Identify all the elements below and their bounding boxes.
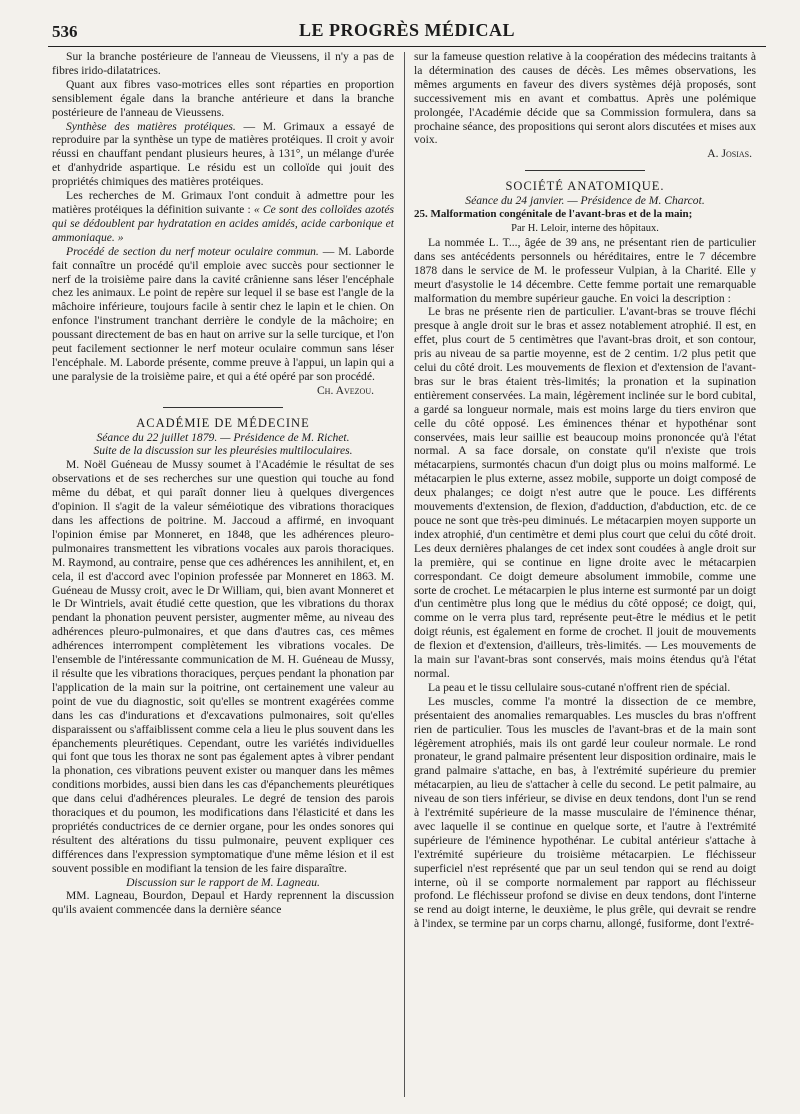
page-header xyxy=(48,16,766,47)
paragraph-lead: Synthèse des matières protéiques. xyxy=(66,119,236,133)
paragraph: Le bras ne présente rien de particulier. L'avant-bras se trouve fléchi presque à angle droit sur le bras et assez notablement atrophié. Il est, en effet, plus court de 5 centimètres que l'avant-bras droit, et son contour, pris au niveau de sa partie moyenne, est de 2 centim. 1/2 plus petit que celui du côté droit. Les mouvements de flexion et d'extension de l'avant-bras sur le bras étaient très-limités; la pronation et la supination entièrement conservées. La main, légèrement inclinée sur le bord cubital, a gardé sa longueur normale, mais est moins large du tiers environ que celle du côté opposé. Les éminences thénar et hypothénar sont conservées, mais leur saillie est beaucoup moins prononcée qu'à l'état normal. A sa face dorsale, on constate qu'il n'existe que trois métacarpiens, surmontés chacun d'un doigt plus ou moins malformé. Le métacarpien le plus externe, assez mobile, supporte un doigt composé de deux phalanges; ce doigt n'est autre que le pouce. Les différents mouvements d'extension, de flexion, d'adduction, d'abduction, etc. de ce pouce ne sont que très-peu diminués. Le métacarpien moyen supporte un index atrophié, d'un centimètre et demi plus court que celui du côté droit. Les deux dernières phalanges de cet index sont coudées à angle droit sur la première, qui se continue en ligne droite avec le métacarpien correspondant. Ce doigt demeure absolument immobile, comme une sorte de crochet. Le métacarpien le plus interne est surmonté par un doigt d'un centimètre plus long que le médius du côté opposé; ce doigt, qui, comme on le verra plus tard, représente peut-être le médius et le petit doigt réunis, est également en forme de crochet. Il jouit de mouvements de flexion et d'extension, d'ailleurs, très-limités. — Les mouvements de la main sur l'avant-bras sont conservés, mais moins étendus qu'à l'état normal. xyxy=(414,305,756,680)
paragraph: Sur la branche postérieure de l'anneau de Vieussens, il n'y a pas de fibres irido-dilatatrices. xyxy=(52,50,394,77)
column-rule xyxy=(404,52,405,1097)
paragraph xyxy=(52,120,394,190)
paragraph: M. Noël Guéneau de Mussy soumet à l'Académie le résultat de ses observations et de ses recherches sur une question qui touche au fond même du débat, et qui paraît donner lieu à quelques divergences d'opinion. Il s'agit de la valeur séméiotique des vibrations thoraciques dans les affections de poitrine. M. Jaccoud a affirmé, en invoquant l'opinion émise par Monneret, en 1848, que les adhérences pleuro-pulmonaires transmettent les vibrations vocales aux parois thoraciques. M. Raymond, au contraire, pense que ces adhérences les annihilent, et, en cela, il est d'accord avec l'opinion professée par Monneret en 1863. M. Guéneau de Mussy croit, avec le Dr William, qui, bien avant Monneret et le Dr Wintriels, avait étudié cette question, que les vibrations du thorax pendant la phonation peuvent persister, augmenter même, au niveau des adhérences pleuro-pulmonaires, et que dans d'autres cas, ces mêmes adhérences interrompent complètement les vibrations vocales. De l'ensemble de l'intéressante communication de M. H. Guéneau de Mussy, il résulte que les vibrations thoraciques, perçues pendant la phonation par l'application de la main sur la poitrine, ont certainement une valeur au point de vue du diagnostic, soit qu'elles se montrent exagérées comme dans les cas d'indurations et d'excavations pulmonaires, soit qu'elles disparaissent ou s'affaiblissent comme cela a lieu le plus souvent dans les épanchements pleurétiques. Cependant, outre les variétés individuelles qui font que tous les thorax ne sont pas également aptes à vibrer pendant la phonation, ces vibrations peuvent exister ou manquer dans les mêmes conditions morbides, aussi bien dans les cas d'épanchements pleurétiques que dans celui d'adhérences pleurales. Le degré de tension des parois thoraciques et du poumon, les modifications dans l'élasticité et dans les propriétés conductrices de ce dernier organe, pour les ondes sonores qui résultent des altérations du tissu pulmonaire, peuvent expliquer ces différences dans l'expression symptomatique d'une même lésion et il est souvent possible en modifiant la tension de les faire disparaître. xyxy=(52,458,394,875)
paragraph-body: — M. Laborde fait connaître un procédé qu'il emploie avec succès pour sectionner le nerf de la troisième paire dans la cavité crânienne sans léser l'encéphale chez les animaux. Le point de repère sur lequel il se base est l'angle de la mâchoire inférieure, toujours facile à sentir chez le lapin et le chien. On enfonce l'instrument tranchant derrière le condyle de la mâchoire; en poussant directement de bas en haut on arrive sur la selle turcique, et l'on peut facilement sectionner le nerf moteur oculaire commun sans léser l'encéphale. M. Laborde présente, comme preuve à l'appui, un lapin qui a une paralysie de la troisième paire, et qui a été opéré par son procédé. xyxy=(52,244,394,383)
paragraph-body: — M. Grimaux a essayé de reproduire par la synthèse un type de matières protéiques. Il croit y avoir réussi en chauffant pendant plusieurs heures, à 131°, un mélange d'urée et d'anhydride aspartique. Le résidu est un colloïde qui jouit des propriétés chimiques des matières protéiques. xyxy=(52,119,394,189)
paragraph-quote: « Ce sont des colloïdes azotés qui se dédoublent par hydratation en acides amidés, acide carbonique et ammoniaque. » xyxy=(52,202,394,244)
journal-title: LE PROGRÈS MÉDICAL xyxy=(298,20,516,40)
paragraph xyxy=(52,245,394,384)
byline: Par H. Leloir, interne des hôpitaux. xyxy=(511,222,659,234)
paragraph: La nommée L. T..., âgée de 39 ans, ne présentant rien de particulier dans ses antécédents personnels ou héréditaires, entre le 7 décembre 1878 dans le service de M. le professeur Vulpian, à la Charité. Elle y meurt d'asystolie le 14 décembre. Cette femme portait une remarquable malformation du membre supérieur gauche. En voici la description : xyxy=(414,235,756,305)
right-column xyxy=(414,50,756,1100)
signature: Ch. Avezou. xyxy=(316,383,374,397)
paragraph: Quant aux fibres vaso-motrices elles sont réparties en proportion sensiblement égale dans la branche antérieure et dans la branche postérieure de l'anneau de Vieussens. xyxy=(52,77,394,119)
section-separator xyxy=(163,407,283,408)
section-title: SOCIÉTÉ ANATOMIQUE. xyxy=(505,179,665,194)
session-line: Séance du 24 janvier. — Présidence de M. Charcot. xyxy=(465,194,705,208)
subheading: Discussion sur le rapport de M. Lagneau. xyxy=(126,875,320,889)
paragraph-body: Les recherches de M. Grimaux l'ont conduit à admettre pour les matières protéiques la définition suivante : xyxy=(52,189,394,216)
signature: A. Josias. xyxy=(707,147,752,161)
paragraph: sur la fameuse question relative à la coopération des médecins traitants à la détermination des causes de décès. Les mêmes observations, les mêmes arguments en faveur des divers systèmes déjà proposés, sont successivement mis en avant et combattus. Après une polémique prolongée, l'Académie décide que sa Commission formulera, dans sa prochaine séance, des propositions qui seront alors discutées et mises aux voix. xyxy=(414,50,756,147)
paragraph xyxy=(52,189,394,245)
page-number: 536 xyxy=(52,22,78,41)
subheading: Suite de la discussion sur les pleurésies multiloculaires. xyxy=(93,444,353,458)
paragraph: La peau et le tissu cellulaire sous-cutané n'offrent rien de spécial. xyxy=(428,680,731,694)
section-title: ACADÉMIE DE MÉDECINE xyxy=(136,415,310,430)
article-title: 25. Malformation congénitale de l'avant-bras et de la main; xyxy=(414,208,693,221)
paragraph-lead: Procédé de section du nerf moteur oculaire commun. xyxy=(66,244,319,258)
section-separator xyxy=(525,170,645,171)
session-line: Séance du 22 juillet 1879. — Présidence de M. Richet. xyxy=(96,430,350,444)
paragraph: Les muscles, comme l'a montré la dissection de ce membre, présentaient des anomalies remarquables. Les muscles du bras n'offrent rien de particulier. Tous les muscles de l'avant-bras et de la main sont légèrement atrophiés, mais ils ont gardé leur couleur normale. Le rond pronateur, le grand palmaire présentent leur disposition ordinaire, mais le grand palmaire s'attache, en bas, à l'extrémité supérieure du premier métacarpien, au lieu de s'attacher à celle du second. Le petit palmaire, au niveau de son tiers inférieur, se divise en deux tendons, dont l'un se rend à l'extrémité supérieure de la masse musculaire de l'éminence thénar, avec laquelle il se continue en quelque sorte, et l'autre à l'extrémité supérieure de l'éminence hypothénar. Le cubital antérieur s'attache à l'extrémité supérieure du troisième métacarpien. Le fléchisseur superficiel n'est représenté que par un seul tendon qui se rend au doigt interne, où il se comporte normalement par rapport au fléchisseur profond. Le fléchisseur profond se divise en deux tendons, dont l'interne se rend au doigt interne, le deuxième, le plus grêle, qui devrait se rendre à l'index, se termine par un corps charnu, allongé, fusiforme, dont l'extré- xyxy=(414,694,756,931)
left-column xyxy=(52,50,394,1100)
paragraph: MM. Lagneau, Bourdon, Depaul et Hardy reprennent la discussion qu'ils avaient commencée dans la dernière séance xyxy=(52,889,394,917)
